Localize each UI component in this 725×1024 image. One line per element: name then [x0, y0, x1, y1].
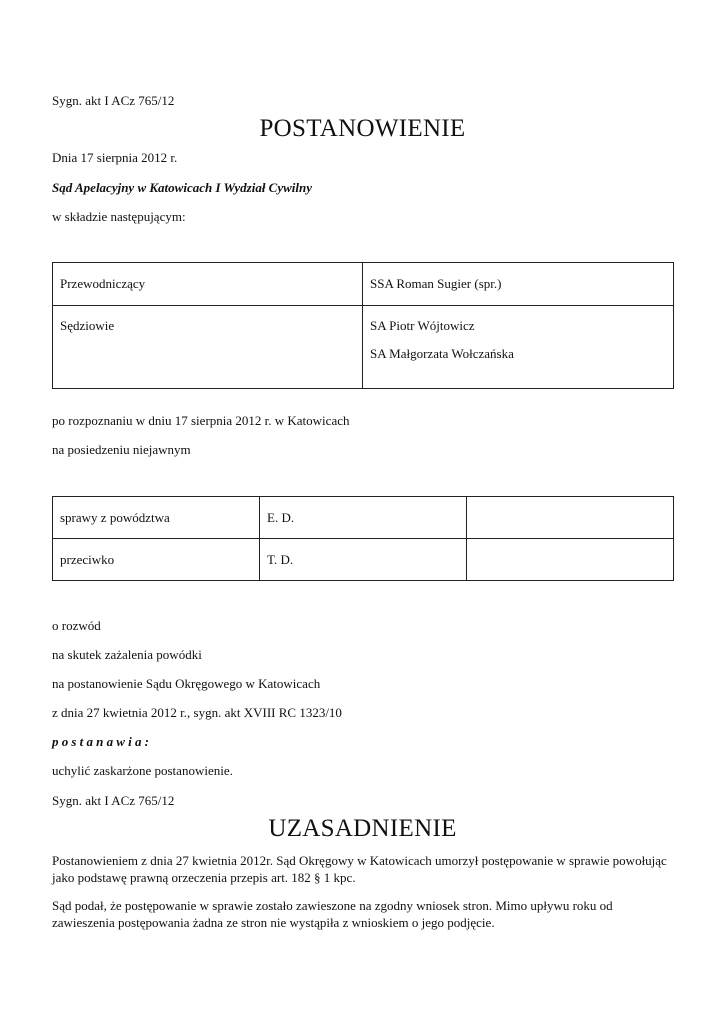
party-extra-cell	[467, 539, 674, 581]
ruling-heading: postanawia:	[52, 734, 153, 749]
party-name-cell: T. D.	[260, 539, 467, 581]
composition-label: w składzie następującym:	[52, 209, 186, 224]
judge-name: SA Małgorzata Wołczańska	[370, 346, 514, 361]
table-row	[53, 263, 674, 306]
party-label-cell: przeciwko	[53, 539, 260, 581]
party-name-cell: E. D.	[260, 497, 467, 539]
court-name: Sąd Apelacyjny w Katowicach I Wydział Cywilny	[52, 180, 313, 195]
case-subject: o rozwód	[52, 618, 101, 633]
panel-names-cell	[363, 263, 674, 306]
complaint-basis: na skutek zażalenia powódki	[52, 647, 202, 662]
justification-paragraph: Postanowieniem z dnia 27 kwietnia 2012r. Sąd Okręgowy w Katowicach umorzył postępowanie w sprawie powołując jako podstawę prawną orzeczenia przepis art. 182 § 1 kpc.	[52, 853, 667, 885]
table-row	[53, 539, 674, 581]
judge-name: SSA Roman Sugier (spr.)	[370, 276, 502, 291]
panel-role-cell: Przewodniczący	[53, 263, 363, 306]
table-row	[53, 497, 674, 539]
ruling-text: uchylić zaskarżone postanowienie.	[52, 763, 233, 778]
hearing-session: na posiedzeniu niejawnym	[52, 442, 191, 457]
table-row	[53, 306, 674, 389]
case-reference-repeat: Sygn. akt I ACz 765/12	[52, 793, 175, 808]
document-title: POSTANOWIENIE	[259, 115, 466, 142]
justification-paragraph: Sąd podał, że postępowanie w sprawie zostało zawieszone na zgodny wniosek stron. Mimo upływu roku od zawieszenia postępowania żadna ze stron nie wystąpiła z wnioskiem o jego podjęcie.	[52, 898, 613, 930]
court-panel-table	[52, 262, 674, 389]
ruling-date: Dnia 17 sierpnia 2012 r.	[52, 150, 178, 165]
panel-names-cell	[363, 306, 674, 389]
appealed-decision-date: z dnia 27 kwietnia 2012 r., sygn. akt XVIII RC 1323/10	[52, 705, 342, 720]
party-label-cell: sprawy z powództwa	[53, 497, 260, 539]
judge-name: SA Piotr Wójtowicz	[370, 318, 475, 333]
party-extra-cell	[467, 497, 674, 539]
hearing-examined: po rozpoznaniu w dniu 17 sierpnia 2012 r. w Katowicach	[52, 413, 350, 428]
case-reference: Sygn. akt I ACz 765/12	[52, 93, 175, 108]
justification-title: UZASADNIENIE	[268, 815, 457, 842]
parties-table	[52, 496, 674, 581]
appealed-decision: na postanowienie Sądu Okręgowego w Katowicach	[52, 676, 321, 691]
panel-role-cell: Sędziowie	[53, 306, 363, 389]
